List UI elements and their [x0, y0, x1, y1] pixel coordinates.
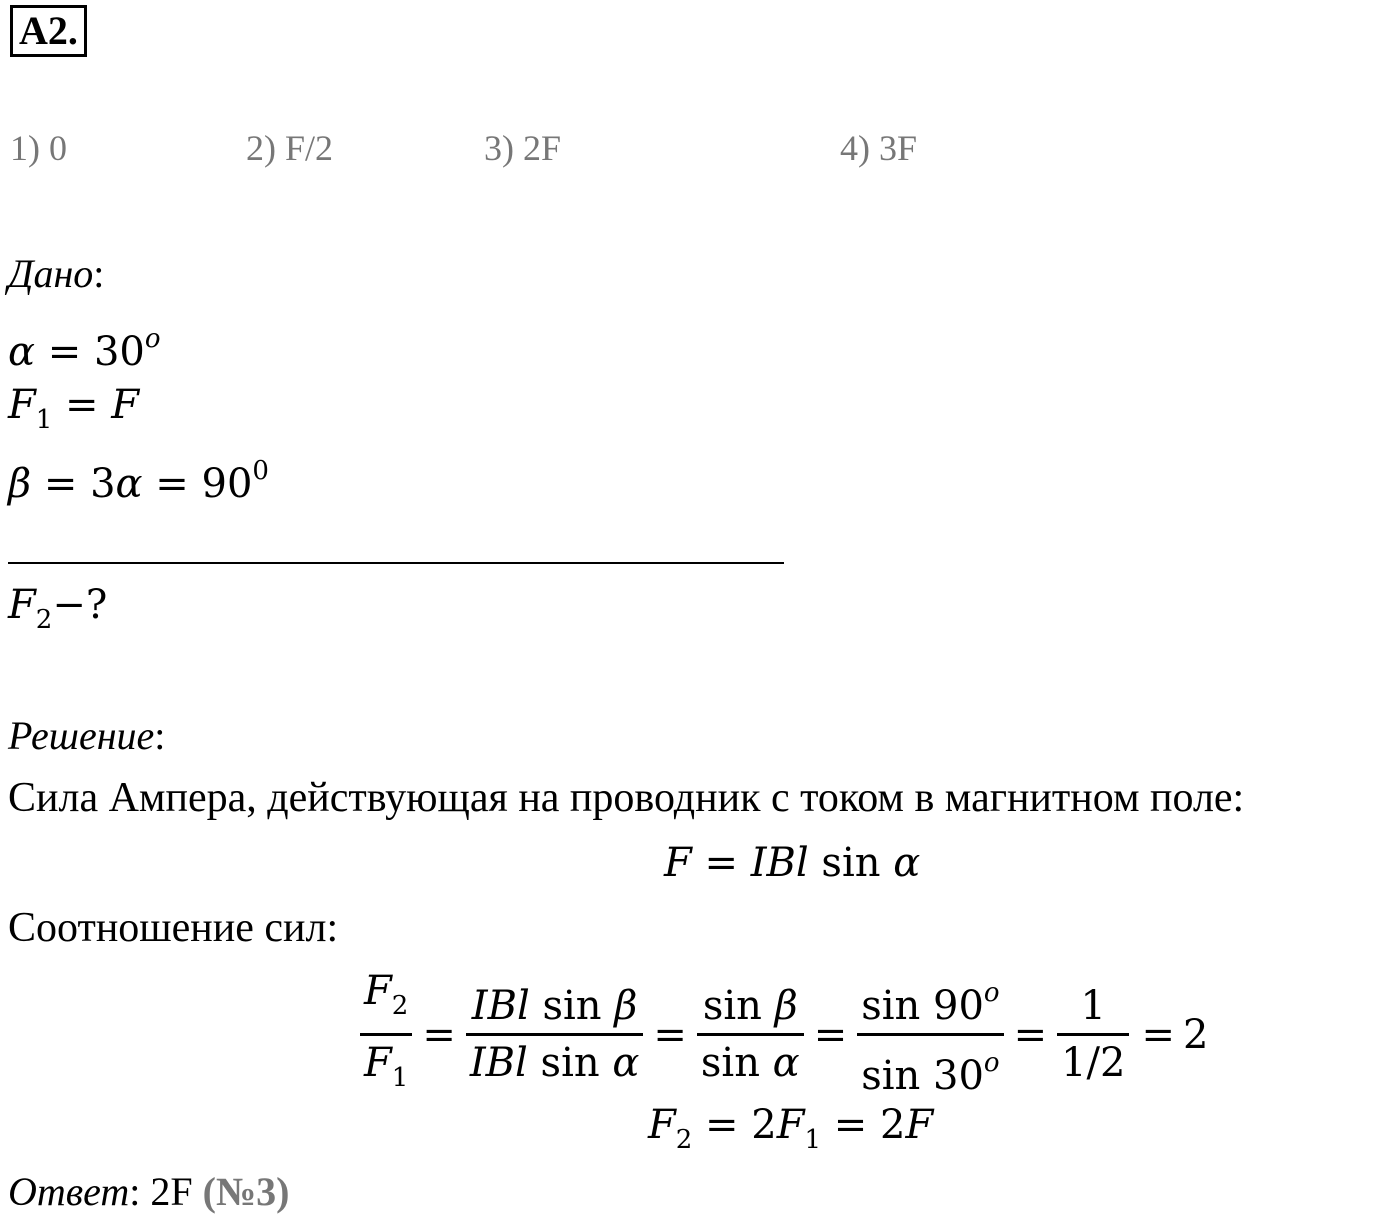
fraction-f2-f1 — [360, 964, 412, 1105]
frac1-num-f: F — [364, 968, 392, 1014]
frac5-den: 1/2 — [1061, 1040, 1126, 1086]
alpha-degree: o — [144, 324, 161, 354]
beta-alpha: α — [115, 461, 143, 507]
fraction-ibl — [466, 979, 644, 1090]
frac2-num-ibl: IBl — [471, 983, 530, 1029]
alpha-value: = 30 — [35, 329, 145, 375]
eq-sign-1: = — [422, 1011, 456, 1058]
frac4-num-deg: o — [983, 978, 1000, 1008]
option-2: 2) F/2 — [246, 128, 334, 168]
answer-value: 2F — [150, 1169, 193, 1214]
f1-eq: = — [52, 382, 112, 428]
option-1: 1) 0 — [10, 128, 67, 168]
frac2-num — [468, 979, 642, 1033]
frac4-den-deg: o — [983, 1048, 1000, 1078]
alpha-symbol: α — [8, 329, 36, 375]
given-divider — [8, 562, 784, 564]
final-eq2: = 2 — [821, 1102, 906, 1148]
beta-eq: = 3 — [31, 461, 116, 507]
beta-value: = 90 — [142, 461, 253, 507]
answer-label: Ответ — [8, 1169, 130, 1214]
given-beta — [8, 446, 269, 509]
fraction-sin-values — [857, 966, 1003, 1103]
frac1-den-sub: 1 — [391, 1063, 409, 1093]
frac2-num-sin: sin — [529, 983, 615, 1029]
final-eq: = 2 — [692, 1102, 777, 1148]
final-sub2: 2 — [675, 1125, 693, 1155]
frac1-den — [360, 1036, 412, 1105]
given-f1 — [8, 380, 139, 445]
answer-colon: : — [129, 1169, 151, 1214]
find-subscript: 2 — [35, 605, 53, 635]
frac2-den — [466, 1036, 644, 1090]
fraction-one-half — [1057, 979, 1129, 1090]
beta-symbol: β — [8, 461, 32, 507]
find-f2 — [8, 580, 107, 645]
ratio-equation — [356, 964, 1208, 1105]
frac3-den — [697, 1036, 804, 1090]
fraction-sin — [697, 979, 804, 1090]
frac2-num-beta: β — [614, 983, 638, 1029]
answer-line — [8, 1168, 289, 1216]
frac2-den-sin: sin — [527, 1040, 613, 1086]
frac4-den — [857, 1036, 1003, 1103]
ratio-result: 2 — [1182, 1011, 1209, 1058]
solution-title-colon: : — [154, 713, 166, 758]
frac2-den-alpha: α — [612, 1040, 640, 1086]
frac5-num: 1 — [1080, 983, 1106, 1029]
frac2-den-ibl: IBl — [469, 1040, 528, 1086]
eq-sign-4: = — [1013, 1011, 1048, 1058]
given-title — [8, 250, 104, 298]
eq-sign-2: = — [653, 1011, 687, 1058]
problem-label: A2. — [10, 5, 87, 57]
frac3-num-sin: sin — [702, 983, 775, 1029]
answer-option-number: (№3) — [202, 1169, 290, 1214]
frac4-num — [857, 966, 1003, 1033]
solution-title — [8, 712, 165, 760]
frac1-num — [360, 964, 412, 1033]
frac1-den-f: F — [364, 1040, 392, 1086]
option-3: 3) 2F — [484, 128, 562, 168]
final-f1: F — [776, 1102, 805, 1148]
final-sub1: 1 — [804, 1125, 822, 1155]
final-f: F — [648, 1102, 676, 1148]
ampere-formula — [664, 838, 920, 888]
solution-title-text: Решение — [8, 713, 155, 758]
frac3-num — [699, 979, 802, 1033]
final-formula — [648, 1100, 933, 1165]
ampere-sin: sin — [808, 840, 894, 886]
frac3-den-sin: sin — [700, 1040, 773, 1086]
frac3-num-beta: β — [774, 983, 798, 1029]
ampere-f: F — [664, 840, 692, 886]
ampere-eq: = — [691, 840, 751, 886]
f1-symbol: F — [8, 382, 36, 428]
frac3-den-alpha: α — [772, 1040, 800, 1086]
eq-sign-5: = — [1141, 1011, 1175, 1058]
beta-degree: 0 — [252, 456, 269, 486]
given-title-colon: : — [93, 251, 105, 296]
final-f-end: F — [905, 1102, 934, 1148]
option-4: 4) 3F — [840, 128, 918, 168]
frac1-num-sub: 2 — [391, 991, 409, 1021]
frac4-num-sin90: sin 90 — [861, 983, 984, 1029]
find-question: −? — [52, 582, 108, 628]
ampere-text: Сила Ампера, действующая на проводник с током в магнитном поле: — [8, 775, 1245, 821]
ampere-ibl: IBl — [750, 840, 809, 886]
find-symbol: F — [8, 582, 36, 628]
eq-sign-3: = — [813, 1011, 848, 1058]
ampere-alpha: α — [893, 840, 921, 886]
given-title-text: Дано — [8, 251, 94, 296]
f1-rhs: F — [111, 382, 140, 428]
f1-subscript: 1 — [35, 405, 53, 435]
frac4-den-sin30: sin 30 — [861, 1053, 984, 1099]
ratio-text: Соотношение сил: — [8, 905, 339, 951]
given-alpha — [8, 314, 161, 377]
